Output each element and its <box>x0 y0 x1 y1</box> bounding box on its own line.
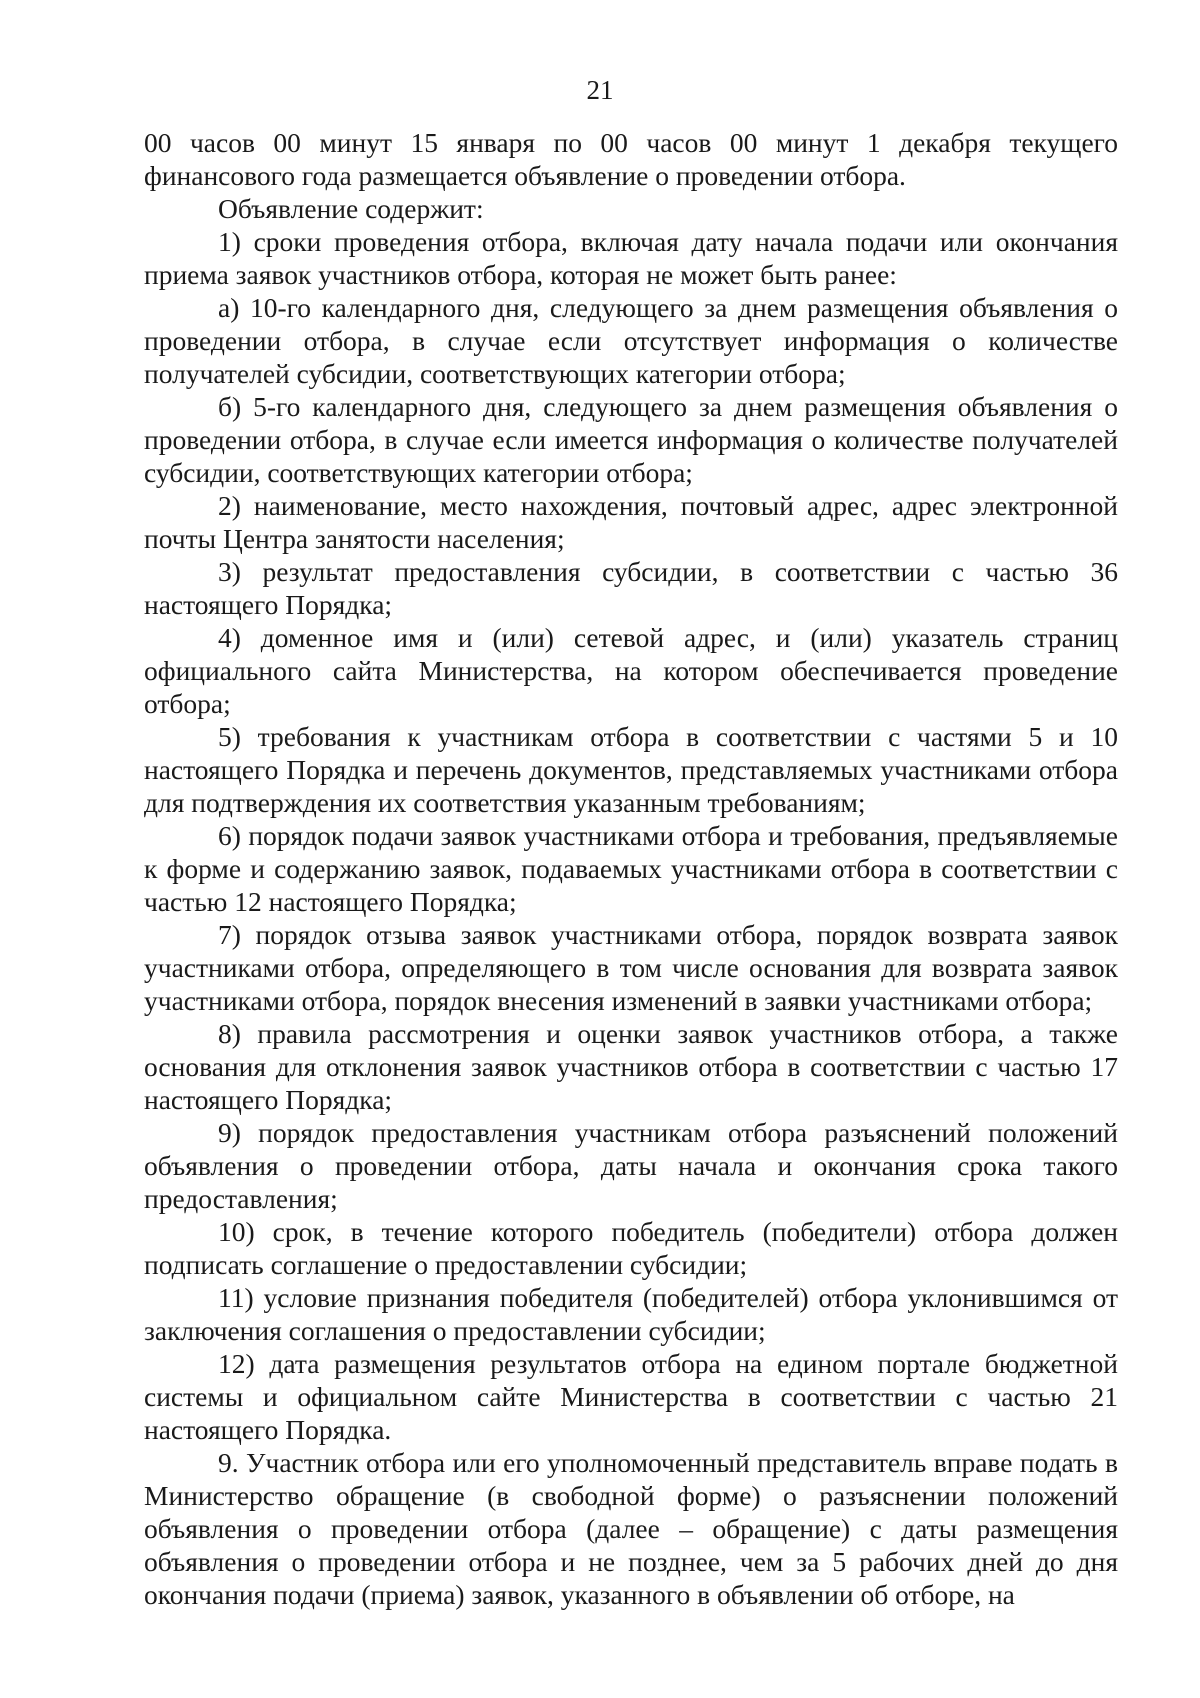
list-item-7: 7) порядок отзыва заявок участниками отбора, порядок возврата заявок участниками отбора, определяющего в том числе основания для возврата заявок участниками отбора, порядок внесения изменений в заявки участниками отбора; <box>144 919 1118 1016</box>
list-item-8: 8) правила рассмотрения и оценки заявок участников отбора, а также основания для отклонения заявок участников отбора в соответствии с частью 17 настоящего Порядка; <box>144 1018 1118 1115</box>
list-item-4: 4) доменное имя и (или) сетевой адрес, и (или) указатель страниц официального сайта Министерства, на котором обеспечивается проведение отбора; <box>144 622 1118 719</box>
paragraph-continuation: 00 часов 00 минут 15 января по 00 часов 00 минут 1 декабря текущего финансового года размещается объявление о проведении отбора. <box>144 127 1118 191</box>
document-body <box>144 126 1118 1611</box>
list-item-12: 12) дата размещения результатов отбора на едином портале бюджетной системы и официальном сайте Министерства в соответствии с частью 21 настоящего Порядка. <box>144 1348 1118 1445</box>
list-subitem-b: б) 5-го календарного дня, следующего за днем размещения объявления о проведении отбора, в случае если имеется информация о количестве получателей субсидии, соответствующих категории отбора; <box>144 391 1118 488</box>
list-item-9: 9) порядок предоставления участникам отбора разъяснений положений объявления о проведении отбора, даты начала и окончания срока такого предоставления; <box>144 1117 1118 1214</box>
paragraph-announcement-intro: Объявление содержит: <box>218 193 484 224</box>
page-number: 21 <box>586 75 614 105</box>
list-item-2: 2) наименование, место нахождения, почтовый адрес, адрес электронной почты Центра занятости населения; <box>144 490 1118 554</box>
list-item-11: 11) условие признания победителя (победителей) отбора уклонившимся от заключения соглашения о предоставлении субсидии; <box>144 1282 1118 1346</box>
list-item-6: 6) порядок подачи заявок участниками отбора и требования, предъявляемые к форме и содержанию заявок, подаваемых участниками отбора в соответствии с частью 12 настоящего Порядка; <box>144 820 1118 917</box>
list-item-3: 3) результат предоставления субсидии, в соответствии с частью 36 настоящего Порядка; <box>144 556 1118 620</box>
list-item-1: 1) сроки проведения отбора, включая дату начала подачи или окончания приема заявок участников отбора, которая не может быть ранее: <box>144 226 1118 290</box>
section-9-paragraph: 9. Участник отбора или его уполномоченный представитель вправе подать в Министерство обращение (в свободной форме) о разъяснении положений объявления о проведении отбора (далее – обращение) с даты размещения объявления о проведении отбора и не позднее, чем за 5 рабочих дней до дня окончания подачи (приема) заявок, указанного в объявлении об отборе, на <box>144 1447 1118 1610</box>
list-item-5: 5) требования к участникам отбора в соответствии с частями 5 и 10 настоящего Порядка и перечень документов, представляемых участниками отбора для подтверждения их соответствия указанным требованиям; <box>144 721 1118 818</box>
list-subitem-a: а) 10-го календарного дня, следующего за днем размещения объявления о проведении отбора, в случае если отсутствует информация о количестве получателей субсидии, соответствующих категории отбора; <box>144 292 1118 389</box>
list-item-10: 10) срок, в течение которого победитель (победители) отбора должен подписать соглашение о предоставлении субсидии; <box>144 1216 1118 1280</box>
